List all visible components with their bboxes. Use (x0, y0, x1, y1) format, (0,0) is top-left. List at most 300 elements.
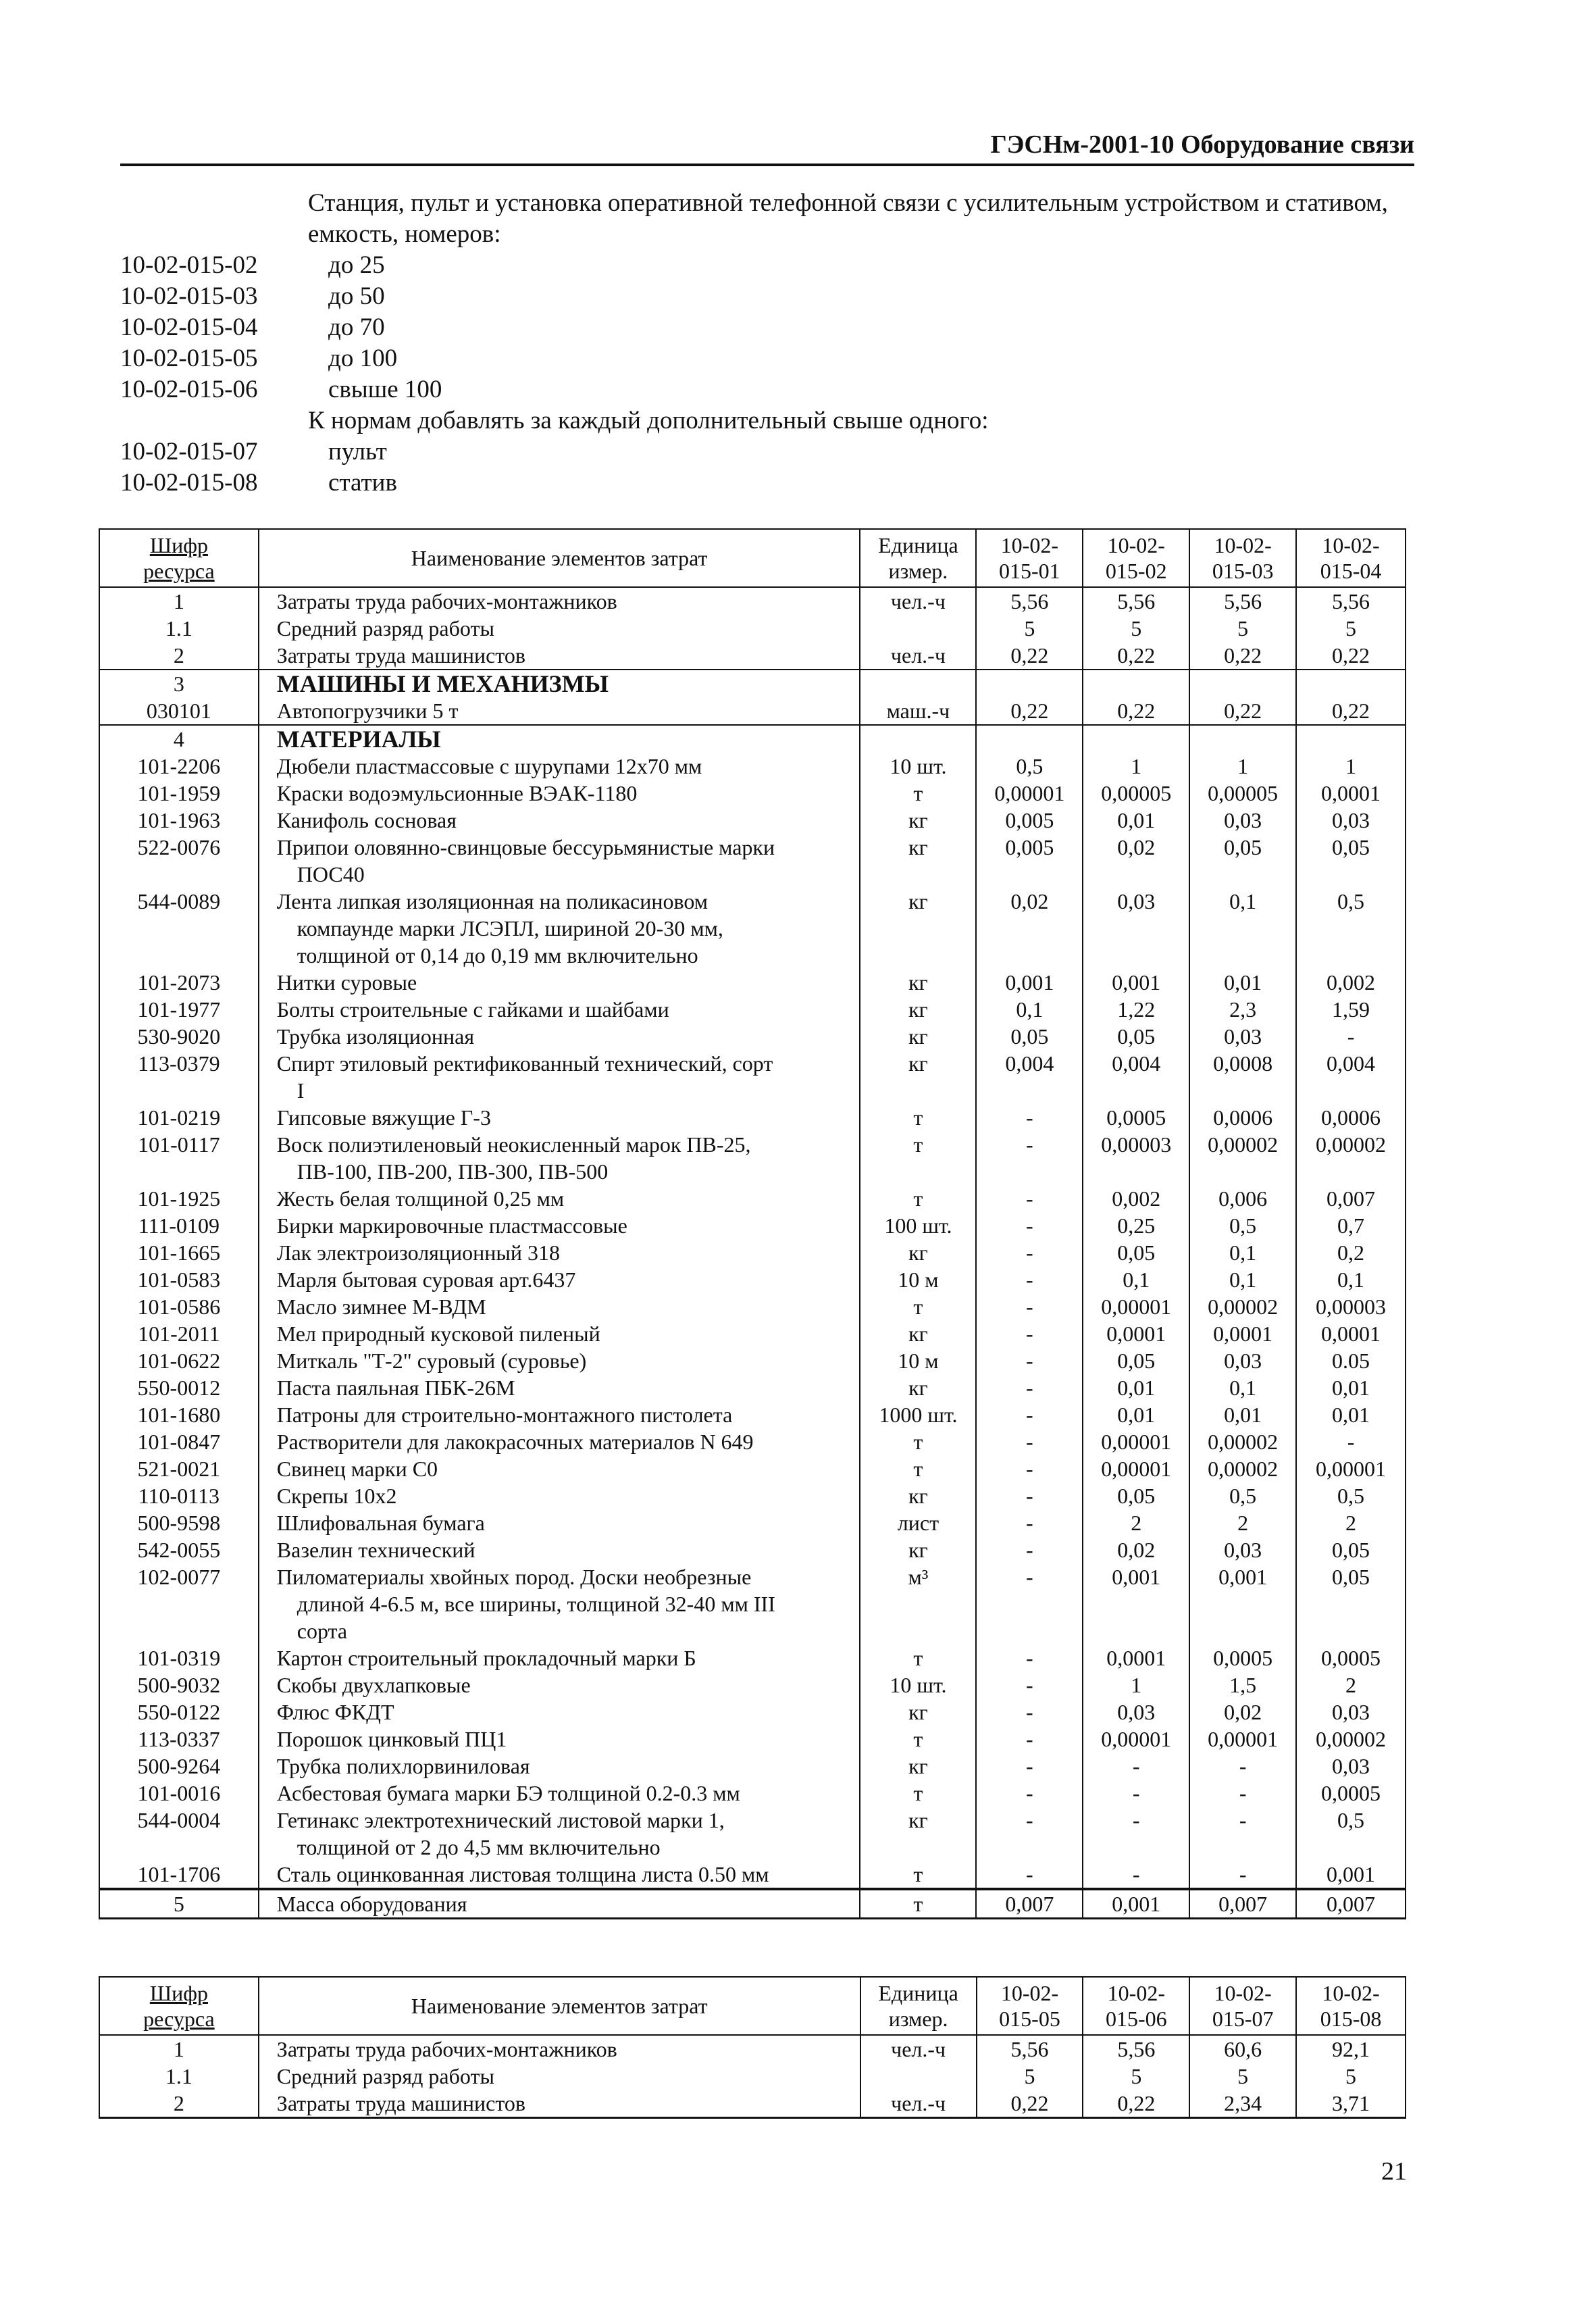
header-code: Шифр ресурса (99, 1977, 259, 2035)
header-col-3: 10-02- 015-03 (1189, 529, 1296, 587)
cell-value: 0,03 (1296, 1699, 1406, 1726)
cell-value: 0,01 (1296, 1401, 1406, 1428)
cell-name (259, 1347, 860, 1374)
intro-item (120, 343, 1437, 374)
table-row (99, 642, 1406, 670)
header-col-2: 10-02- 015-02 (1083, 529, 1189, 587)
cell-name-line: Скобы двухлапковые (276, 1673, 471, 1697)
cell-value: 0,1 (1189, 1266, 1296, 1293)
cell-value: - (976, 1104, 1083, 1131)
cell-value: - (976, 1212, 1083, 1239)
cell-value: 0,0001 (1296, 780, 1406, 807)
cell-value: 0,03 (1189, 1023, 1296, 1050)
cell-unit: кг (860, 1050, 976, 1104)
cell-value: - (976, 1347, 1083, 1374)
cell-value: 0,01 (1296, 1374, 1406, 1401)
cell-name (259, 753, 860, 780)
cell-unit: кг (860, 1239, 976, 1266)
table-row (99, 834, 1406, 888)
cell-name-line: Паста паяльная ПБК-26М (276, 1376, 515, 1400)
cell-name-line: Мел природный кусковой пиленый (276, 1322, 600, 1346)
table-row (99, 1401, 1406, 1428)
cell-value: 0,22 (1083, 697, 1189, 725)
cell-name-line: Лента липкая изоляционная на поликасиновом (276, 889, 708, 913)
cell-value: 0.05 (1296, 1347, 1406, 1374)
cell-value: - (1296, 1428, 1406, 1455)
cell-code: 101-0117 (99, 1131, 259, 1185)
header-col-4: 10-02- 015-08 (1296, 1977, 1406, 2035)
table-row (99, 1780, 1406, 1807)
cell-value: 0,5 (976, 753, 1083, 780)
cell-unit: т (860, 1455, 976, 1482)
table-row (99, 1644, 1406, 1671)
intro-item-label: свыше 100 (328, 376, 442, 403)
cell-value: 0,1 (976, 996, 1083, 1023)
cell-value: - (976, 1861, 1083, 1889)
cell-value: - (1296, 1023, 1406, 1050)
cell-name-line: Порошок цинковый ПЦ1 (276, 1727, 507, 1751)
table-row (99, 2090, 1406, 2118)
cell-code: 101-0586 (99, 1293, 259, 1320)
table-row (99, 1185, 1406, 1212)
intro-item-code: 10-02-015-04 (120, 313, 258, 341)
cell-value: 0,00002 (1189, 1131, 1296, 1185)
cell-name (259, 1131, 860, 1185)
cell-value: - (1083, 1753, 1189, 1780)
cell-name-line: Свинец марки С0 (276, 1457, 438, 1481)
cell-name-line: Припои оловянно-свинцовые бессурьмянистые марки (276, 835, 775, 859)
cell-code: 530-9020 (99, 1023, 259, 1050)
cell-name (259, 1726, 860, 1753)
cell-name (259, 1239, 860, 1266)
cell-name (259, 1563, 860, 1644)
cell-code: 500-9598 (99, 1509, 259, 1536)
table-row (99, 1104, 1406, 1131)
cell-name (259, 1671, 860, 1699)
cell-name (259, 1455, 860, 1482)
cell-value: 0,05 (1083, 1239, 1189, 1266)
cell-value: - (976, 1509, 1083, 1536)
cell-name (259, 1185, 860, 1212)
cell-value: - (976, 1563, 1083, 1644)
cell-unit: т (860, 1726, 976, 1753)
cell-unit: чел.-ч (860, 642, 976, 670)
cell-name (259, 780, 860, 807)
cell-value: 2,3 (1189, 996, 1296, 1023)
table-row (99, 615, 1406, 642)
cell-value: - (976, 1239, 1083, 1266)
cell-value: 1 (1083, 1671, 1189, 1699)
cell-code: 544-0089 (99, 888, 259, 969)
cell-code: 542-0055 (99, 1536, 259, 1563)
cell-name-line: МАТЕРИАЛЫ (276, 726, 441, 753)
cell-name (259, 670, 860, 697)
cell-name-line: Трубка изоляционная (276, 1024, 475, 1049)
cell-name-line: Флюс ФКДТ (276, 1700, 394, 1724)
table-row (99, 1563, 1406, 1644)
cell-value: 0,00002 (1189, 1293, 1296, 1320)
table-row (99, 1320, 1406, 1347)
cell-value: 0,03 (1189, 1347, 1296, 1374)
cell-value: - (1083, 1780, 1189, 1807)
table-row (99, 753, 1406, 780)
cell-value: - (1189, 1807, 1296, 1861)
cell-value: 2 (1296, 1671, 1406, 1699)
cell-value: 0,00002 (1296, 1726, 1406, 1753)
cell-value: - (976, 1266, 1083, 1293)
cell-value: - (976, 1671, 1083, 1699)
cell-value: 0,00005 (1189, 780, 1296, 807)
cell-unit: т (860, 1861, 976, 1889)
cell-name-line: компаунде марки ЛСЭПЛ, шириной 20-30 мм, (297, 916, 723, 940)
cell-value: 0,5 (1296, 888, 1406, 969)
cell-name (259, 1536, 860, 1563)
table-row (99, 1509, 1406, 1536)
cell-value: 0,05 (976, 1023, 1083, 1050)
cell-unit: кг (860, 1482, 976, 1509)
cell-value: 0,5 (1296, 1807, 1406, 1861)
cell-unit: 10 м (860, 1266, 976, 1293)
cell-value: - (976, 1401, 1083, 1428)
cell-value: 0,05 (1083, 1347, 1189, 1374)
cell-value: - (976, 1726, 1083, 1753)
cell-code: 101-2011 (99, 1320, 259, 1347)
cell-code: 101-0219 (99, 1104, 259, 1131)
cell-name (259, 642, 860, 670)
table-row (99, 1699, 1406, 1726)
cell-code: 101-1680 (99, 1401, 259, 1428)
cell-value: 0,25 (1083, 1212, 1189, 1239)
cell-value: 2 (1296, 1509, 1406, 1536)
cell-unit: 100 шт. (860, 1212, 976, 1239)
cell-value: 5,56 (977, 2035, 1083, 2063)
cell-value: 0,00001 (1189, 1726, 1296, 1753)
intro-item-code: 10-02-015-07 (120, 438, 258, 466)
cell-value: - (976, 1482, 1083, 1509)
cell-code: 101-1959 (99, 780, 259, 807)
header-col-3: 10-02- 015-07 (1189, 1977, 1296, 2035)
cell-value: 1 (1083, 753, 1189, 780)
cell-value: 0,05 (1296, 1536, 1406, 1563)
cell-unit (860, 670, 976, 697)
cell-name-line: I (297, 1078, 305, 1103)
cell-name (259, 1861, 860, 1889)
cell-value: 60,6 (1189, 2035, 1296, 2063)
cell-name-line: Воск полиэтиленовый неокисленный марок ПВ-25, (276, 1132, 751, 1157)
cell-value: 0,004 (1296, 1050, 1406, 1104)
cell-name (259, 1807, 860, 1861)
cell-name-line: Сталь оцинкованная листовая толщина листа 0.50 мм (276, 1862, 769, 1886)
cell-value: 0,007 (976, 1889, 1083, 1919)
cell-value: 0,007 (1296, 1185, 1406, 1212)
header-col-1: 10-02- 015-05 (977, 1977, 1083, 2035)
cell-code: 113-0379 (99, 1050, 259, 1104)
intro-item-label: пульт (328, 438, 387, 466)
cell-name (259, 888, 860, 969)
cell-name (259, 1428, 860, 1455)
table-row (99, 1807, 1406, 1861)
cell-value: 0,001 (1083, 1889, 1189, 1919)
cell-value: 0,00003 (1083, 1131, 1189, 1185)
cell-value: 0,03 (1189, 807, 1296, 834)
cell-unit: кг (860, 834, 976, 888)
cell-unit: 1000 шт. (860, 1401, 976, 1428)
table-row (99, 888, 1406, 969)
header-col-2: 10-02- 015-06 (1083, 1977, 1189, 2035)
cell-name-line: Асбестовая бумага марки БЭ толщиной 0.2-0.3 мм (276, 1781, 740, 1805)
cell-value: 0,03 (1296, 807, 1406, 834)
cell-value: 0,006 (1189, 1185, 1296, 1212)
cell-name (259, 1050, 860, 1104)
table-row (99, 1428, 1406, 1455)
cell-value: 0,05 (1296, 1563, 1406, 1644)
cell-value: 0,01 (1083, 1374, 1189, 1401)
table-row (99, 2035, 1406, 2063)
cell-value: 0,0006 (1296, 1104, 1406, 1131)
cell-code: 101-0319 (99, 1644, 259, 1671)
cell-code: 544-0004 (99, 1807, 259, 1861)
cell-name-line: Болты строительные с гайками и шайбами (276, 997, 669, 1022)
cell-value: 1,59 (1296, 996, 1406, 1023)
cell-name (259, 1889, 860, 1919)
cell-value (976, 670, 1083, 697)
cell-value: - (976, 1293, 1083, 1320)
cell-code: 500-9264 (99, 1753, 259, 1780)
cell-name (259, 1401, 860, 1428)
table-row (99, 697, 1406, 725)
intro-addendum: К нормам добавлять за каждый дополнительный свыше одного: (308, 407, 989, 434)
cell-value: 0,00002 (1189, 1455, 1296, 1482)
intro-item-code: 10-02-015-06 (120, 376, 258, 403)
cell-value: - (976, 1320, 1083, 1347)
cell-code: 111-0109 (99, 1212, 259, 1239)
cell-value: 0,001 (1189, 1563, 1296, 1644)
cell-value: 0,5 (1189, 1482, 1296, 1509)
cell-value: 0,22 (976, 642, 1083, 670)
cell-name-line: ПВ-100, ПВ-200, ПВ-300, ПВ-500 (297, 1159, 609, 1184)
cell-value: 2,34 (1189, 2090, 1296, 2118)
cell-value: 0,01 (1189, 1401, 1296, 1428)
cell-value: 0,22 (1189, 697, 1296, 725)
cell-value: 0,05 (1083, 1482, 1189, 1509)
cell-value: 0,005 (976, 834, 1083, 888)
cell-value: 0,005 (976, 807, 1083, 834)
cell-value: 0,1 (1296, 1266, 1406, 1293)
cell-value: 0,0001 (1296, 1320, 1406, 1347)
cell-value: - (976, 1536, 1083, 1563)
cell-code: 521-0021 (99, 1455, 259, 1482)
cell-value: 0,7 (1296, 1212, 1406, 1239)
cell-value (1083, 670, 1189, 697)
cell-unit: т (860, 780, 976, 807)
cell-name-line: Трубка полихлорвиниловая (276, 1754, 530, 1778)
cell-code: 101-1706 (99, 1861, 259, 1889)
cell-name-line: Шлифовальная бумага (276, 1511, 485, 1535)
cell-value: 0,03 (1296, 1753, 1406, 1780)
cell-value: 0,0001 (1189, 1320, 1296, 1347)
cell-name (259, 2063, 860, 2090)
cell-value: 5 (1296, 615, 1406, 642)
cell-name-line: Жесть белая толщиной 0,25 мм (276, 1186, 565, 1211)
cell-value: - (976, 1131, 1083, 1185)
cell-value: 0,00001 (1083, 1428, 1189, 1455)
cell-unit: м³ (860, 1563, 976, 1644)
cell-name (259, 1104, 860, 1131)
cell-value: 0,0005 (1083, 1104, 1189, 1131)
cell-value: 0,03 (1083, 1699, 1189, 1726)
table-row (99, 1023, 1406, 1050)
cell-value: 0,004 (976, 1050, 1083, 1104)
section-row (99, 670, 1406, 697)
cell-code: 101-1665 (99, 1239, 259, 1266)
cell-value: 0,0006 (1189, 1104, 1296, 1131)
cell-value: 0,02 (976, 888, 1083, 969)
cell-unit: 10 шт. (860, 1671, 976, 1699)
cell-name-line: Вазелин технический (276, 1538, 475, 1562)
cell-name-line: Масло зимнее М-ВДМ (276, 1294, 486, 1319)
cell-name (259, 615, 860, 642)
cell-value: 0,5 (1296, 1482, 1406, 1509)
cell-value: 0,001 (1296, 1861, 1406, 1889)
cell-unit: т (860, 1889, 976, 1919)
cell-unit: 10 м (860, 1347, 976, 1374)
header-name: Наименование элементов затрат (259, 1977, 860, 2035)
cell-name-line: Масса оборудования (276, 1892, 467, 1916)
cell-value (1296, 725, 1406, 753)
cell-value: 0,00002 (1296, 1131, 1406, 1185)
cell-name-line: Гетинакс электротехнический листовой марки 1, (276, 1808, 725, 1832)
cell-name (259, 996, 860, 1023)
cell-value: - (976, 1644, 1083, 1671)
cell-unit: т (860, 1185, 976, 1212)
cell-value: 0,00001 (1083, 1293, 1189, 1320)
cell-value: - (976, 1185, 1083, 1212)
cell-name (259, 807, 860, 834)
cell-value (1296, 670, 1406, 697)
intro-heading: Станция, пульт и установка оперативной телефонной связи с усилительным устройством и стативом, емкость, номеров: (308, 189, 1388, 248)
cell-unit: кг (860, 1374, 976, 1401)
cell-code: 522-0076 (99, 834, 259, 888)
cell-code: 101-0016 (99, 1780, 259, 1807)
cell-name (259, 1753, 860, 1780)
cell-name-line: Средний разряд работы (276, 616, 494, 640)
header-unit: Единица измер. (860, 1977, 977, 2035)
cell-code: 101-2206 (99, 753, 259, 780)
cell-value: 0,0001 (1083, 1320, 1189, 1347)
cell-code: 1 (99, 587, 259, 615)
table-row (99, 1239, 1406, 1266)
cell-value: - (976, 1374, 1083, 1401)
cell-value: 0,0005 (1189, 1644, 1296, 1671)
cell-name-line: Затраты труда рабочих-монтажников (276, 2037, 617, 2061)
section-intro (120, 188, 1437, 499)
cell-name-line: толщиной от 2 до 4,5 мм включительно (297, 1835, 661, 1859)
intro-item-label: до 70 (328, 313, 385, 341)
cell-name-line: Патроны для строительно-монтажного пистолета (276, 1403, 733, 1427)
resource-table-1 (99, 528, 1406, 1919)
cell-name-line: Лак электроизоляционный 318 (276, 1240, 561, 1265)
intro-item (120, 468, 1437, 499)
cell-value: 0,22 (1083, 642, 1189, 670)
intro-item-code: 10-02-015-05 (120, 345, 258, 372)
cell-value: 0,05 (1083, 1023, 1189, 1050)
table-row (99, 587, 1406, 615)
cell-value: 0,1 (1189, 1374, 1296, 1401)
cell-unit: чел.-ч (860, 2035, 977, 2063)
cell-unit (860, 725, 976, 753)
cell-name-line: толщиной от 0,14 до 0,19 мм включительно (297, 943, 698, 967)
cell-value: 0,00001 (1083, 1726, 1189, 1753)
cell-value: 5,56 (1296, 587, 1406, 615)
cell-unit: т (860, 1780, 976, 1807)
cell-code: 110-0113 (99, 1482, 259, 1509)
cell-unit: т (860, 1644, 976, 1671)
cell-value: 0,1 (1083, 1266, 1189, 1293)
cell-value: 0,01 (1189, 969, 1296, 996)
intro-item (120, 374, 1437, 405)
cell-unit: кг (860, 1320, 976, 1347)
cell-value: - (1083, 1807, 1189, 1861)
cell-value: 0,01 (1083, 807, 1189, 834)
cell-name-line: Дюбели пластмассовые с шурупами 12х70 мм (276, 754, 702, 778)
cell-unit: кг (860, 1023, 976, 1050)
cell-unit: т (860, 1428, 976, 1455)
cell-name-line: Пиломатериалы хвойных пород. Доски необрезные (276, 1565, 752, 1589)
intro-item-label: до 100 (328, 345, 398, 372)
header-name: Наименование элементов затрат (259, 529, 860, 587)
cell-value: - (1189, 1753, 1296, 1780)
cell-code: 101-1925 (99, 1185, 259, 1212)
cell-name (259, 2035, 860, 2063)
intro-item-code: 10-02-015-02 (120, 251, 258, 279)
cell-value: 0,22 (976, 697, 1083, 725)
cell-value: 2 (1083, 1509, 1189, 1536)
cell-code: 4 (99, 725, 259, 753)
cell-unit: 10 шт. (860, 753, 976, 780)
cell-name-line: Миткаль "Т-2" суровый (суровье) (276, 1349, 587, 1373)
intro-item (120, 312, 1437, 343)
cell-name (259, 2090, 860, 2118)
cell-unit: кг (860, 1699, 976, 1726)
cell-name-line: длиной 4-6.5 м, все ширины, толщиной 32-40 мм III (297, 1592, 775, 1616)
cell-unit: маш.-ч (860, 697, 976, 725)
table-row (99, 1536, 1406, 1563)
table-row (99, 1889, 1406, 1919)
cell-value: 5,56 (1083, 2035, 1189, 2063)
intro-item-code: 10-02-015-08 (120, 469, 258, 497)
cell-name-line: Растворители для лакокрасочных материалов N 649 (276, 1430, 754, 1454)
cell-value: 0,05 (1189, 834, 1296, 888)
cell-unit: кг (860, 888, 976, 969)
cell-value: 0,03 (1083, 888, 1189, 969)
table-row (99, 1726, 1406, 1753)
cell-value: 0,002 (1296, 969, 1406, 996)
cell-name (259, 1023, 860, 1050)
cell-code: 101-0622 (99, 1347, 259, 1374)
cell-value: 0,1 (1189, 1239, 1296, 1266)
cell-value: 0,01 (1083, 1401, 1189, 1428)
cell-value: 0,02 (1083, 1536, 1189, 1563)
cell-value: 5,56 (1189, 587, 1296, 615)
table-row (99, 1131, 1406, 1185)
cell-value: 0,22 (1189, 642, 1296, 670)
cell-value: 5 (1083, 2063, 1189, 2090)
table-row (99, 1671, 1406, 1699)
cell-code: 102-0077 (99, 1563, 259, 1644)
intro-item-label: до 50 (328, 282, 385, 310)
cell-value: 3,71 (1296, 2090, 1406, 2118)
table-row (99, 2063, 1406, 2090)
